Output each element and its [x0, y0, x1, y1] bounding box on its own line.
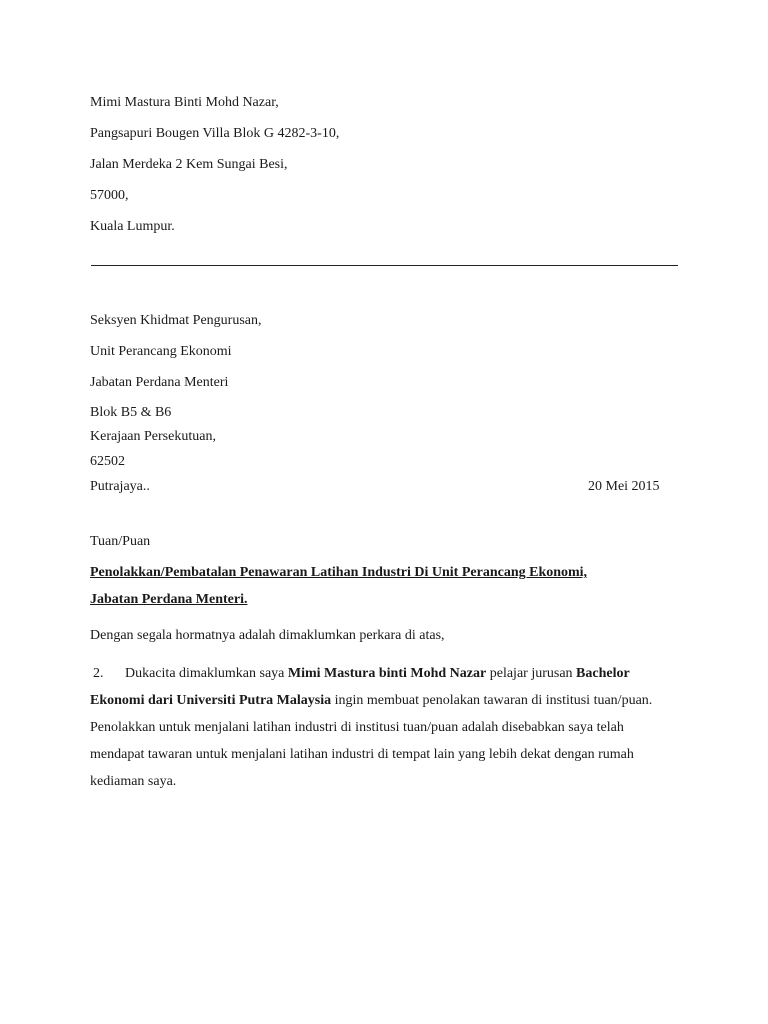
sender-city: Kuala Lumpur.	[90, 219, 175, 234]
opening-sentence: Dengan segala hormatnya adalah dimaklumkan perkara di atas,	[90, 628, 445, 643]
course-name: Bachelor Ekonomi dari Universiti Putra Malaysia	[90, 666, 630, 708]
recipient-line-2: Unit Perancang Ekonomi	[90, 344, 232, 359]
letter-date: 20 Mei 2015	[588, 479, 660, 494]
subject-line-2: Jabatan Perdana Menteri.	[90, 592, 248, 607]
paragraph-text-b: pelajar jurusan	[486, 666, 577, 681]
subject-line-1: Penolakkan/Pembatalan Penawaran Latihan Industri Di Unit Perancang Ekonomi,	[90, 565, 588, 580]
recipient-line-7: Putrajaya..	[90, 479, 150, 494]
paragraph-number: 2.	[93, 666, 104, 681]
recipient-line-6: 62502	[90, 454, 125, 469]
sender-name: Mimi Mastura Binti Mohd Nazar,	[90, 95, 279, 110]
recipient-line-4: Blok B5 & B6	[90, 405, 172, 420]
student-name: Mimi Mastura binti Mohd Nazar	[287, 666, 487, 681]
salutation: Tuan/Puan	[90, 534, 151, 549]
recipient-line-3: Jabatan Perdana Menteri	[90, 375, 229, 390]
sender-address-line-2: Jalan Merdeka 2 Kem Sungai Besi,	[90, 157, 288, 172]
recipient-line-1: Seksyen Khidmat Pengurusan,	[90, 313, 262, 328]
paragraph-2	[90, 660, 680, 795]
paragraph-text-a: Dukacita dimaklumkan saya	[125, 666, 288, 681]
paragraph-text-c: ingin membuat penolakan tawaran di institusi tuan/puan. Penolakkan untuk menjalani latihan industri di institusi tuan/puan adalah disebabkan saya telah mendapat tawaran untuk menjalani latihan industri di tempat lain yang lebih dekat dengan rumah kediaman saya.	[90, 693, 653, 789]
sender-address-line-1: Pangsapuri Bougen Villa Blok G 4282-3-10,	[90, 126, 340, 141]
recipient-line-5: Kerajaan Persekutuan,	[90, 429, 216, 444]
sender-postcode: 57000,	[90, 188, 129, 203]
header-divider	[91, 265, 678, 266]
